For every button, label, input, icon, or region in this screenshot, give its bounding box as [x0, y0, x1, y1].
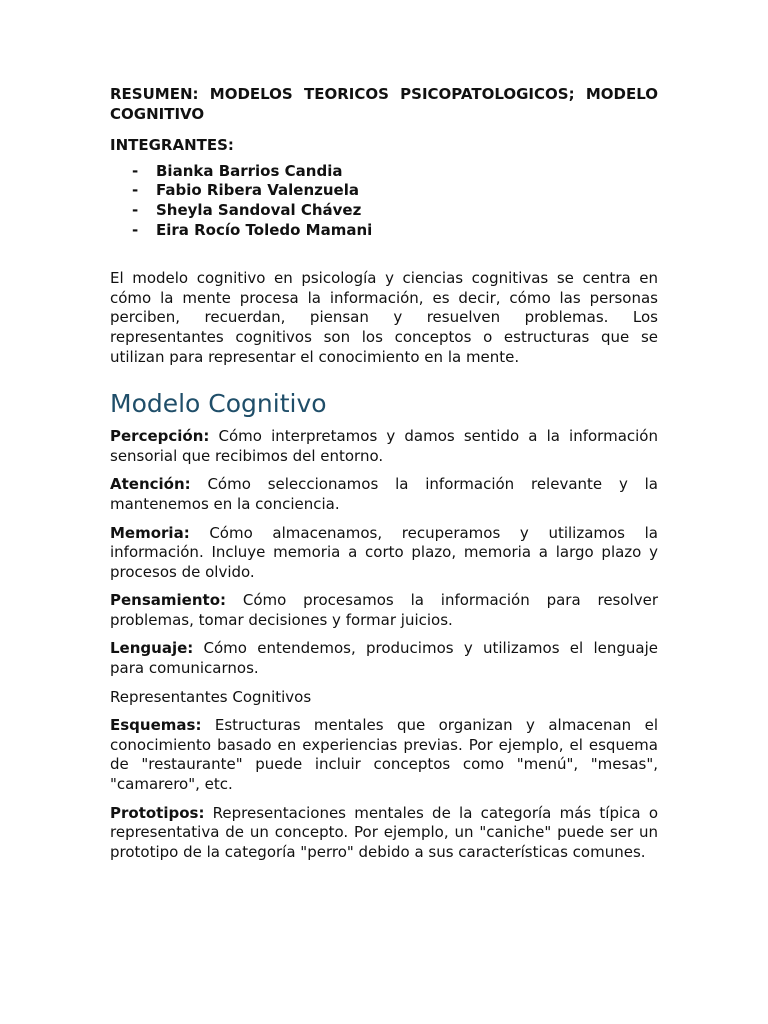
definition-text: Cómo procesamos la información para resolver problemas, tomar decisiones y formar juicios. — [110, 591, 658, 629]
definition-text: Cómo almacenamos, recuperamos y utilizamos la información. Incluye memoria a corto plazo, memoria a largo plazo y procesos de olvido. — [110, 523, 658, 581]
bullet-dash: - — [132, 181, 139, 200]
definition-term: Lenguaje: — [110, 639, 194, 658]
definition-term: Percepción: — [110, 427, 210, 446]
member-item — [110, 201, 658, 221]
member-name: Bianka Barrios Candia — [156, 161, 343, 180]
intro-paragraph: El modelo cognitivo en psicología y ciencias cognitivas se centra en cómo la mente procesa la información, es decir, cómo las personas perciben, recuerdan, piensan y resuelven problemas. Los representantes cognitivos son los conceptos o estructuras que se utilizan para representar el conocimiento en la mente. — [110, 269, 658, 366]
representative-text: Estructuras mentales que organizan y almacenan el conocimiento basado en experiencias previas. Por ejemplo, el esquema de "restaurante" puede incluir conceptos como "menú", "mesas", "camarero", etc. — [110, 716, 658, 794]
representative-paragraph — [110, 716, 658, 794]
definition-term: Atención: — [110, 475, 191, 494]
member-name: Sheyla Sandoval Chávez — [156, 200, 362, 219]
member-item — [110, 162, 658, 182]
bullet-dash: - — [132, 200, 139, 219]
member-item — [110, 181, 658, 201]
definition-text: Cómo interpretamos y damos sentido a la información sensorial que recibimos del entorno. — [110, 427, 658, 465]
representative-text: Representaciones mentales de la categoría más típica o representativa de un concepto. Por ejemplo, un "caniche" puede ser un prototipo de la categoría "perro" debido a sus características comunes. — [110, 803, 658, 861]
bullet-dash: - — [132, 161, 139, 180]
definition-term: Pensamiento: — [110, 591, 226, 610]
representative-term: Esquemas: — [110, 716, 202, 735]
members-list — [110, 162, 658, 240]
definition-paragraph — [110, 524, 658, 583]
section-heading: Modelo Cognitivo — [110, 389, 327, 419]
member-name: Eira Rocío Toledo Mamani — [156, 220, 373, 239]
bullet-dash: - — [132, 220, 139, 239]
definition-text: Cómo entendemos, producimos y utilizamos el lenguaje para comunicarnos. — [110, 639, 658, 678]
member-name: Fabio Ribera Valenzuela — [156, 181, 359, 200]
document-content — [110, 85, 658, 871]
member-item — [110, 221, 658, 241]
definition-paragraph — [110, 475, 658, 514]
definition-paragraph — [110, 591, 658, 630]
representative-term: Prototipos: — [110, 803, 205, 822]
definition-paragraph — [110, 427, 658, 466]
subheading: Representantes Cognitivos — [110, 687, 312, 706]
document-title: RESUMEN: MODELOS TEORICOS PSICOPATOLOGICOS; MODELO COGNITIVO — [110, 85, 658, 123]
representative-paragraph — [110, 804, 658, 863]
definition-paragraph — [110, 639, 658, 678]
integrantes-label: INTEGRANTES: — [110, 136, 234, 155]
definition-text: Cómo seleccionamos la información relevante y la mantenemos en la conciencia. — [110, 475, 658, 513]
definition-term: Memoria: — [110, 523, 190, 542]
